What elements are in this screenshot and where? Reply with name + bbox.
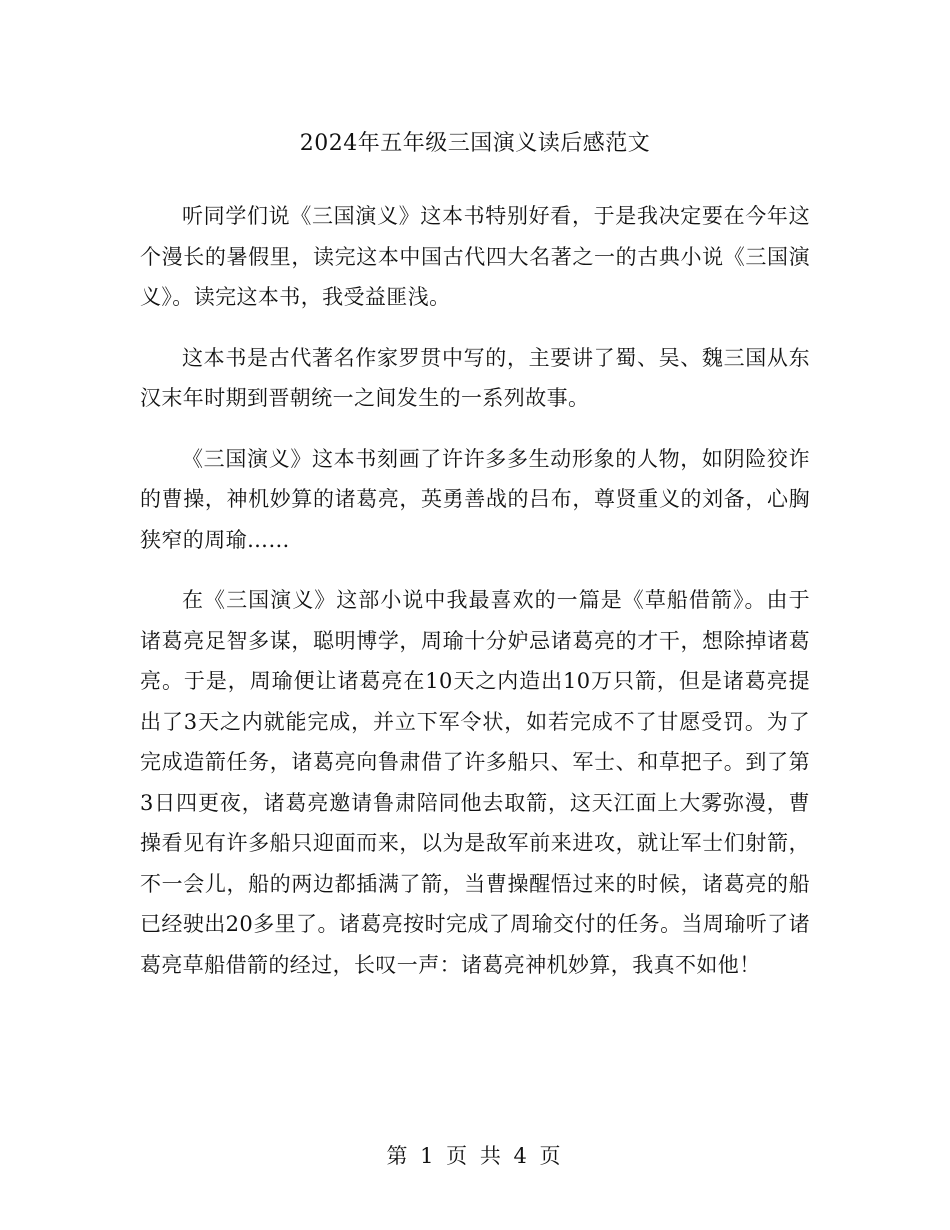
- paragraph-1: 听同学们说《三国演义》这本书特别好看，于是我决定要在今年这个漫长的暑假里，读完这本中国古代四大名著之一的古典小说《三国演义》。读完这本书，我受益匪浅。: [140, 204, 810, 309]
- page-number-footer: 第 1 页 共 4 页: [386, 1144, 564, 1168]
- paragraph-4: 在《三国演义》这部小说中我最喜欢的一篇是《草船借箭》。由于诸葛亮足智多谋，聪明博学，周瑜十分妒忌诸葛亮的才干，想除掉诸葛亮。于是，周瑜便让诸葛亮在10天之内造出10万只箭，但是诸葛亮提出了3天之内就能完成，并立下军令状，如若完成不了甘愿受罚。为了完成造箭任务，诸葛亮向鲁肃借了许多船只、军士、和草把子。到了第3日四更夜，诸葛亮邀请鲁肃陪同他去取箭，这天江面上大雾弥漫，曹操看见有许多船只迎面而来，以为是敌军前来进攻，就让军士们射箭，不一会儿，船的两边都插满了箭，当曹操醒悟过来的时候，诸葛亮的船已经驶出20多里了。诸葛亮按时完成了周瑜交付的任务。当周瑜听了诸葛亮草船借箭的经过，长叹一声：诸葛亮神机妙算，我真不如他！: [140, 588, 810, 977]
- document-title: 2024年五年级三国演义读后感范文: [299, 131, 651, 156]
- paragraph-2: 这本书是古代著名作家罗贯中写的，主要讲了蜀、吴、魏三国从东汉末年时期到晋朝统一之间发生的一系列故事。: [140, 345, 810, 410]
- document-body: [140, 196, 810, 1005]
- paragraph-3: 《三国演义》这本书刻画了许许多多生动形象的人物，如阴险狡诈的曹操，神机妙算的诸葛亮，英勇善战的吕布，尊贤重义的刘备，心胸狭窄的周瑜……: [140, 446, 810, 552]
